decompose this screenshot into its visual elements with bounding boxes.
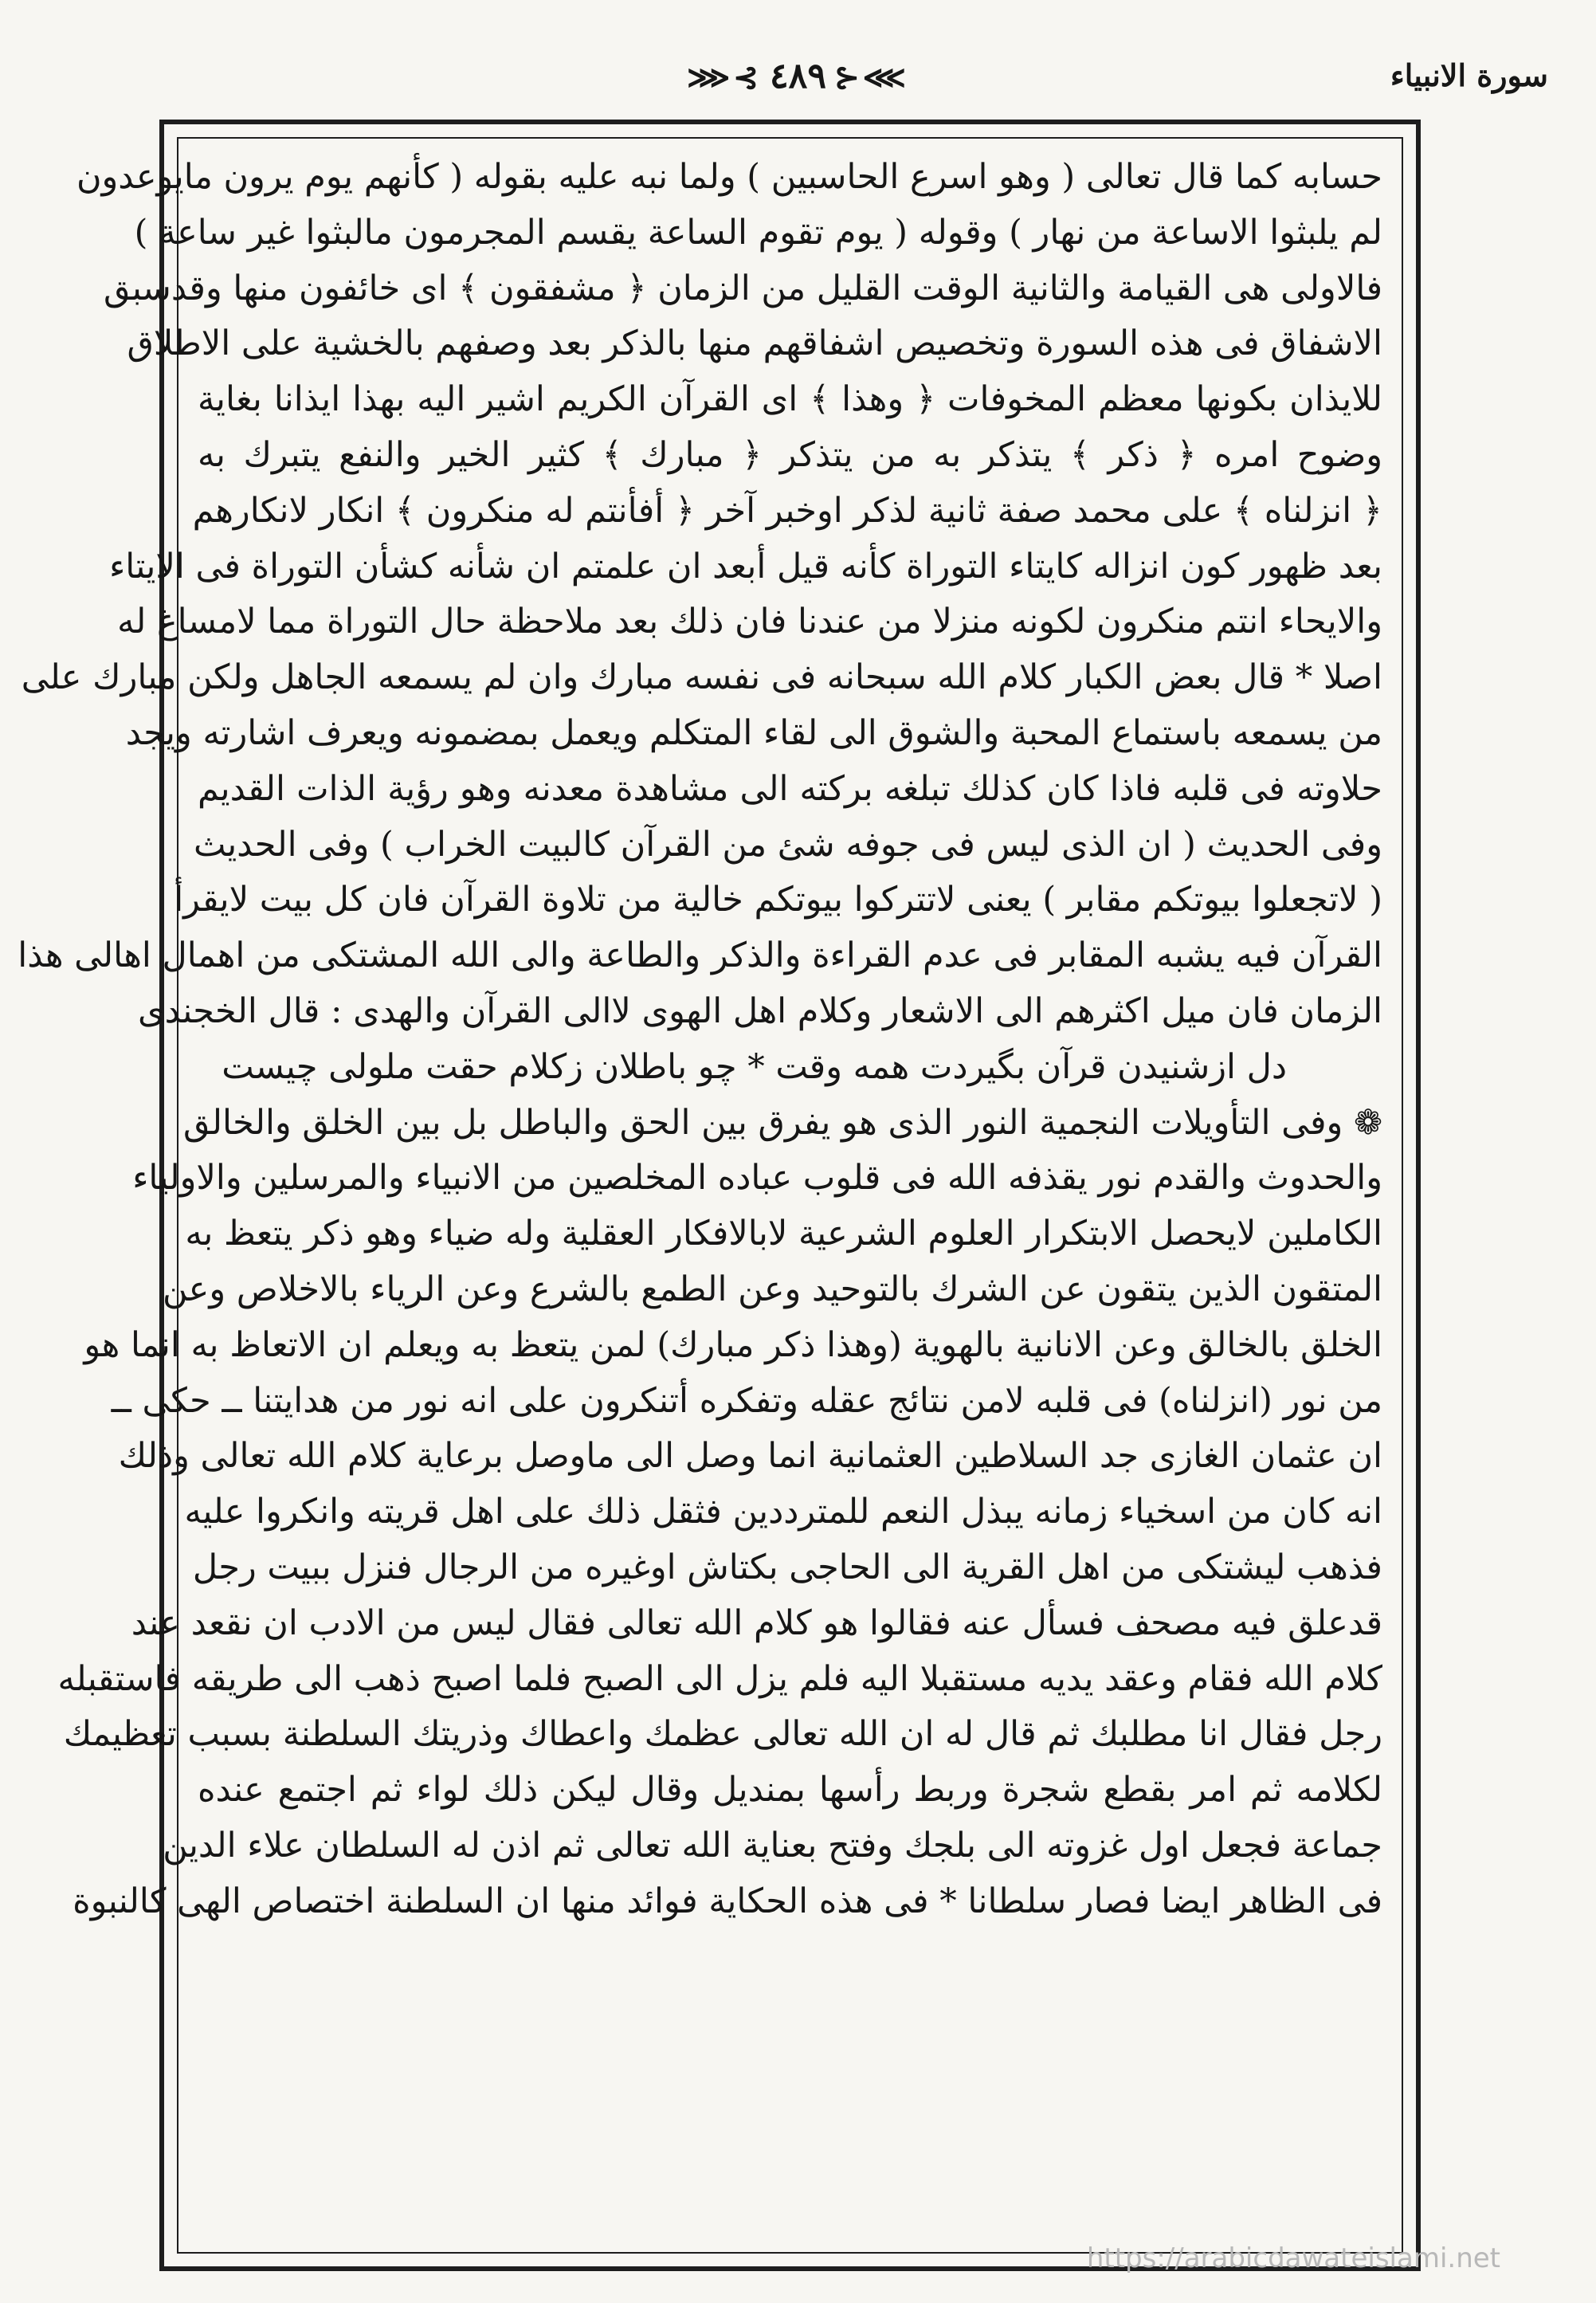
text-line: بعد ظهور كون انزاله كايتاء التوراة كأنه قيل أبعد ان علمتم ان شأنه كشأن التوراة فى الايتاء	[109, 546, 1382, 587]
text-line: فالاولى هى القيامة والثانية الوقت القليل من الزمان ﴿ مشفقون ﴾ اى خائفون منها وقدسبق	[103, 268, 1382, 308]
text-line: الكاملين لايحصل الابتكرار العلوم الشرعية لابالافكار العقلية وله ضياء وهو ذكر يتعظ به	[185, 1214, 1382, 1254]
page-number: ٤٨٩	[770, 56, 826, 96]
text-line: والايحاء انتم منكرون لكونه منزلا من عندنا فان ذلك بعد ملاحظة حال التوراة مما لامساغ له	[117, 602, 1382, 642]
source-watermark: https://arabicdawateislami.net	[1086, 2242, 1500, 2274]
text-line: من يسمعه باستماع المحبة والشوق الى لقاء المتكلم ويعمل بمضمونه ويعرف اشارته ويجد	[125, 712, 1382, 753]
text-line: للايذان بكونها معظم المخوفات ﴿ وهذا ﴾ اى القرآن الكريم اشير اليه بهذا ايذانا بغاية	[198, 379, 1382, 420]
text-line: حلاوته فى قلبه فاذا كان كذلك تبلغه بركته الى مشاهدة معدنه وهو رؤية الذات القديم	[198, 768, 1382, 809]
text-line: اصلا * قال بعض الكبار كلام الله سبحانه فى نفسه مبارك وان لم يسمعه الجاهل ولكن مبارك على	[21, 657, 1382, 698]
text-line: وفى الحديث ( ان الذى ليس فى جوفه شئ من القرآن كالبيت الخراب ) وفى الحديث	[193, 824, 1382, 865]
text-line: ( لاتجعلوا بيوتكم مقابر ) يعنى لاتتركوا بيوتكم خالية من تلاوة القرآن فان كل بيت لايقرأ	[174, 880, 1382, 920]
text-line: ﴿ انزلناه ﴾ على محمد صفة ثانية لذكر اوخبر آخر ﴿ أفأنتم له منكرون ﴾ انكار لانكارهم	[192, 490, 1382, 531]
text-line: فى الظاهر ايضا فصار سلطانا * فى هذه الحكاية فوائد منها ان السلطنة اختصاص الهى كالنبوة	[73, 1881, 1382, 1921]
text-line: رجل فقال انا مطلبك ثم قال له ان الله تعالى عظمك واعطاك وذريتك السلطنة بسبب تعظيمك	[63, 1714, 1382, 1755]
text-line: كلام الله فقام وعقد يديه مستقبلا اليه فلم يزل الى الصبح فلما اصبح ذهب الى طريقه فاستقبله	[57, 1658, 1382, 1699]
text-line: لم يلبثوا الاساعة من نهار ) وقوله ( يوم تقوم الساعة يقسم المجرمون مالبثوا غير ساعة )	[134, 212, 1382, 253]
text-line: الخلق بالخالق وعن الانانية بالهوية (وهذا ذكر مبارك) لمن يتعظ به ويعلم ان الاتعاظ به انما هو	[84, 1324, 1382, 1365]
page-frame	[18, 120, 1421, 2271]
text-line: الزمان فان ميل اكثرهم الى الاشعار وكلام اهل الهوى لاالى القرآن والهدى : قال الخجندى	[138, 991, 1382, 1031]
text-line: قدعلق فيه مصحف فسأل عنه فقالوا هو كلام الله تعالى فقال ليس من الادب ان نقعد عند	[131, 1603, 1382, 1643]
page-number-header	[0, 56, 1596, 96]
text-line: فذهب ليشتكى من اهل القرية الى الحاجى بكتاش اوغيره من الرجال فنزل ببيت رجل	[192, 1547, 1382, 1587]
text-line: والحدوث والقدم نور يقذفه الله فى قلوب عباده المخلصين من الانبياء والمرسلين والاولياء	[132, 1158, 1382, 1199]
text-line: الاشفاق فى هذه السورة وتخصيص اشفاقهم منها بالذكر بعد وصفهم بالخشية على الاطلاق	[127, 324, 1382, 364]
text-line: انه كان من اسخياء زمانه يبذل النعم للمترددين فثقل ذلك على اهل قريته وانكروا عليه	[184, 1492, 1382, 1532]
ornament-right-icon: ⊱⋘	[833, 59, 909, 95]
text-line: وضوح امره ﴿ ذكر ﴾ يتذكر به من يتذكر ﴿ مبارك ﴾ كثير الخير والنفع يتبرك به	[198, 434, 1382, 475]
text-line: من نور (انزلناه) فى قلبه لامن نتائج عقله وتفكره أتنكرون على انه نور من هدايتنا ــ حكى ــ	[111, 1380, 1382, 1421]
text-line: ان عثمان الغازى جد السلاطين العثمانية انما وصل الى ماوصل برعاية كلام الله تعالى وذلك	[118, 1436, 1382, 1477]
ornament-left-icon: ⋙⊰	[687, 59, 763, 95]
text-line: لكلامه ثم امر بقطع شجرة وربط رأسها بمنديل وقال ليكن ذلك لواء ثم اجتمع عنده	[198, 1770, 1382, 1811]
text-line: المتقون الذين يتقون عن الشرك بالتوحيد وعن الطمع بالشرع وعن الرياء بالاخلاص وعن	[162, 1269, 1382, 1309]
text-line: حسابه كما قال تعالى ( وهو اسرع الحاسبين ) ولما نبه عليه بقوله ( كأنهم يوم يرون مايوعدون	[76, 157, 1382, 197]
text-line: ❁ وفى التأويلات النجمية النور الذى هو يفرق بين الحق والباطل بل بين الخلق والخالق	[183, 1102, 1382, 1143]
surah-name-header: سورة الانبياء	[1390, 57, 1548, 93]
text-line: القرآن فيه يشبه المقابر فى عدم القراءة والذكر والطاعة والى الله المشتكى من اهمال اهالى هذا	[18, 936, 1382, 976]
body-text	[18, 150, 1382, 1930]
persian-verse-line: دل ازشنيدن قرآن بگيردت همه وقت * چو باطلان زكلام حقت ملولى چيست	[222, 1046, 1287, 1087]
text-line: جماعة فجعل اول غزوته الى بلجك وفتح بعناية الله تعالى ثم اذن له السلطان علاء الدين	[163, 1825, 1382, 1866]
